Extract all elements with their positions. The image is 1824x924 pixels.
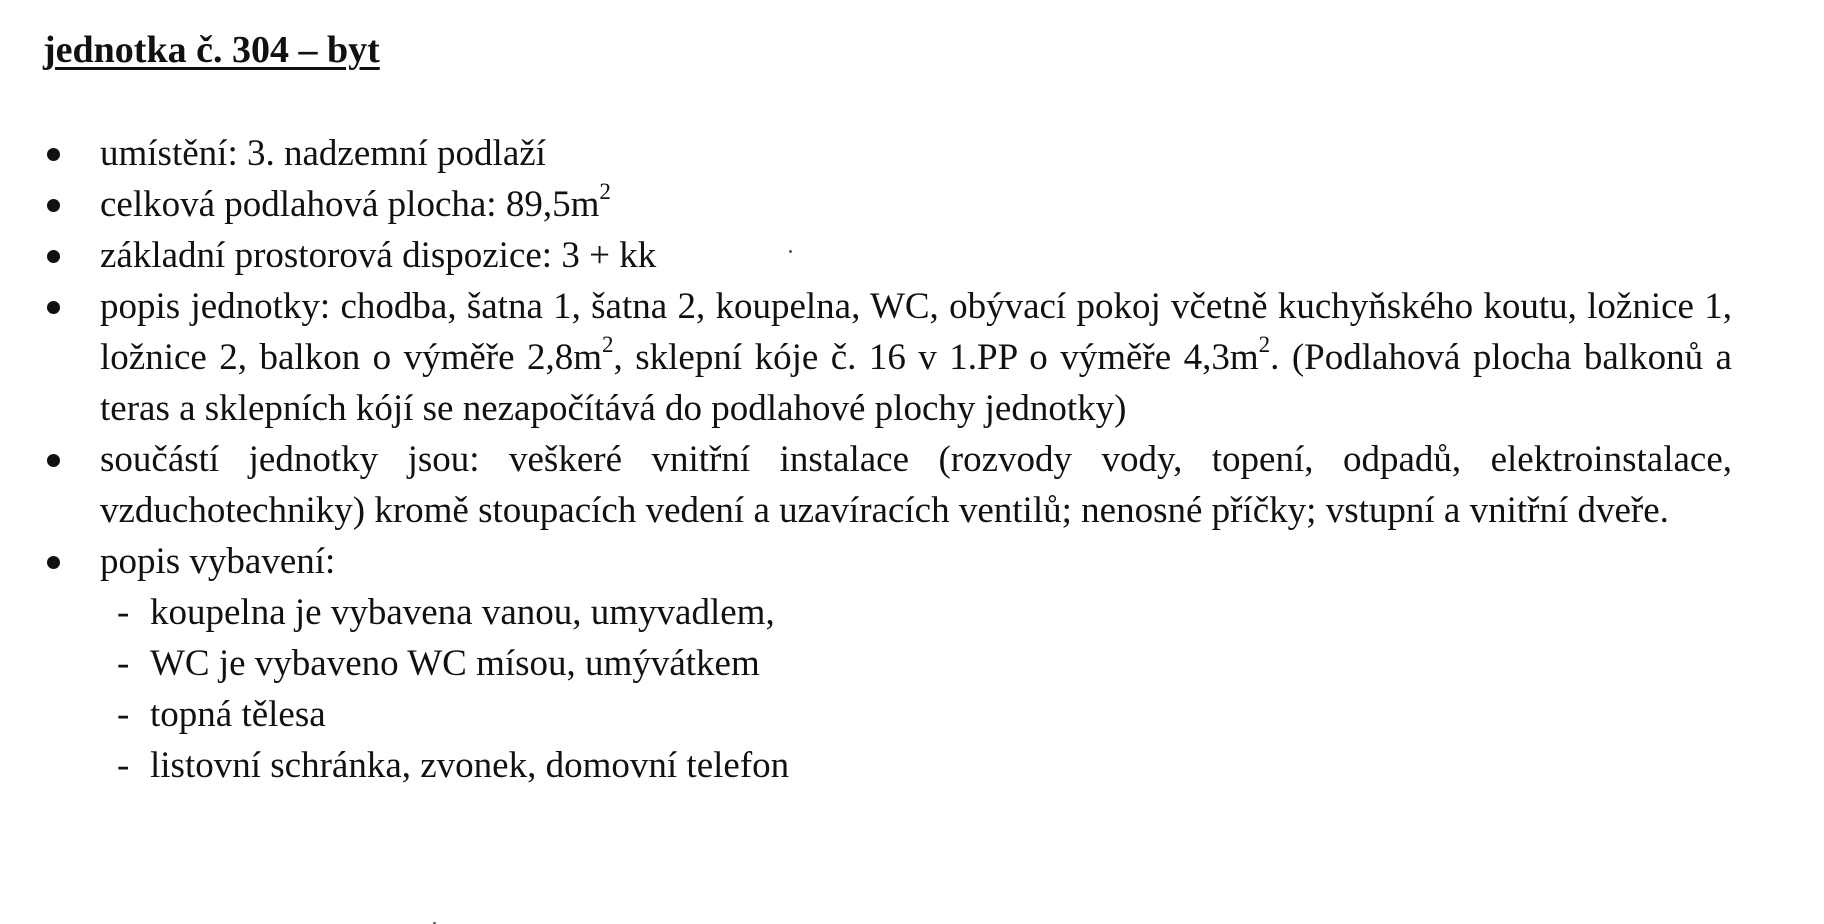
dash-marker: - xyxy=(117,643,130,684)
bullet-icon xyxy=(47,454,60,467)
list-item-location xyxy=(0,128,1732,179)
equipment-subitem-text: listovní schránka, zvonek, domovní telefon xyxy=(150,745,790,786)
list-item-description xyxy=(0,281,1732,434)
bullet-icon xyxy=(47,556,60,569)
list-item-layout xyxy=(0,230,1732,281)
bullet-icon xyxy=(47,301,60,314)
layout-text: základní prostorová dispozice: 3 + kk xyxy=(100,235,657,276)
equipment-subitem-text: topná tělesa xyxy=(150,694,326,735)
description-text-part3: . (Podlahová plocha balkonů a teras a sklepních kójí se nezapočítává do podlahové plochy jednotky) xyxy=(100,337,1732,429)
bullet-icon xyxy=(47,199,60,212)
equipment-sublist xyxy=(100,587,1732,791)
description-text-part1: popis jednotky: chodba, šatna 1, šatna 2, koupelna, WC, obývací pokoj včetně kuchyňského koutu, ložnice 1, ložnice 2, balkon o výměře 2,8m xyxy=(100,286,1732,378)
equipment-label: popis vybavení: xyxy=(100,541,336,582)
scan-speck xyxy=(789,250,792,253)
unit-title: jednotka č. 304 – byt xyxy=(43,29,380,71)
equipment-subitem xyxy=(100,740,1732,791)
equipment-subitem-text: koupelna je vybavena vanou, umyvadlem, xyxy=(150,592,775,633)
equipment-subitem xyxy=(100,689,1732,740)
dash-marker: - xyxy=(117,592,130,633)
equipment-subitem-text: WC je vybaveno WC mísou, umývátkem xyxy=(150,643,760,684)
components-text: součástí jednotky jsou: veškeré vnitřní instalace (rozvody vody, topení, odpadů, elektroinstalace, vzduchotechniky) kromě stoupacích vedení a uzavíracích ventilů; nenosné příčky; vstupní a vnitřní dveře. xyxy=(100,439,1732,531)
superscript: 2 xyxy=(599,178,611,204)
list-item-components xyxy=(0,434,1732,536)
superscript: 2 xyxy=(602,331,614,357)
dash-marker: - xyxy=(117,694,130,735)
equipment-subitem xyxy=(100,587,1732,638)
unit-details-list xyxy=(0,128,1824,791)
superscript: 2 xyxy=(1258,331,1271,357)
list-item-equipment xyxy=(0,536,1732,791)
bullet-icon xyxy=(47,250,60,263)
equipment-subitem xyxy=(100,638,1732,689)
dash-marker: - xyxy=(117,745,130,786)
list-item-floor-area xyxy=(0,179,1732,230)
description-text-part2: , sklepní kóje č. 16 v 1.PP o výměře 4,3m xyxy=(613,337,1259,378)
location-text: umístění: 3. nadzemní podlaží xyxy=(100,133,546,174)
bullet-icon xyxy=(47,148,60,161)
floor-area-text: celková podlahová plocha: 89,5m xyxy=(100,184,600,225)
